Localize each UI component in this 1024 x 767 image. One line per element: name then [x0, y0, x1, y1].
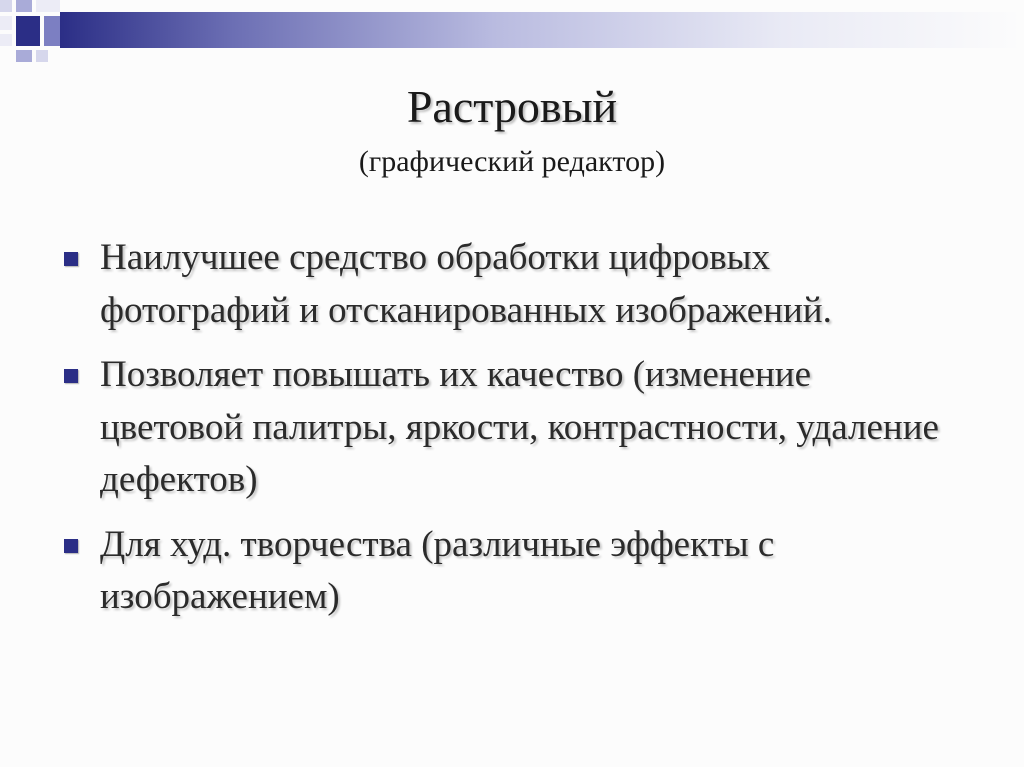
- bullet-list: [62, 232, 962, 636]
- deco-square: [36, 0, 60, 12]
- deco-square: [44, 16, 60, 46]
- slide-subtitle: (графический редактор): [358, 145, 666, 178]
- bullet-item: [62, 519, 962, 624]
- bullet-text: Для худ. творчества (различные эффекты с изображением): [100, 523, 775, 617]
- deco-square: [16, 16, 40, 46]
- deco-square: [0, 0, 12, 12]
- deco-square: [0, 34, 12, 46]
- deco-square: [16, 50, 32, 62]
- deco-square: [16, 0, 32, 12]
- deco-square: [36, 50, 48, 62]
- bullet-item: [62, 232, 962, 337]
- square-bullet-icon: [64, 369, 78, 383]
- deco-square: [0, 16, 12, 30]
- square-bullet-icon: [64, 539, 78, 553]
- slide-title: Растровый: [406, 81, 618, 132]
- header-gradient-bar: [60, 12, 1024, 48]
- bullet-item: [62, 349, 962, 507]
- square-bullet-icon: [64, 252, 78, 266]
- bullet-text: Позволяет повышать их качество (изменение цветовой палитры, яркости, контрастности, удаление дефектов): [100, 354, 939, 500]
- bullet-text: Наилучшее средство обработки цифровых фотографий и отсканированных изображений.: [100, 237, 832, 331]
